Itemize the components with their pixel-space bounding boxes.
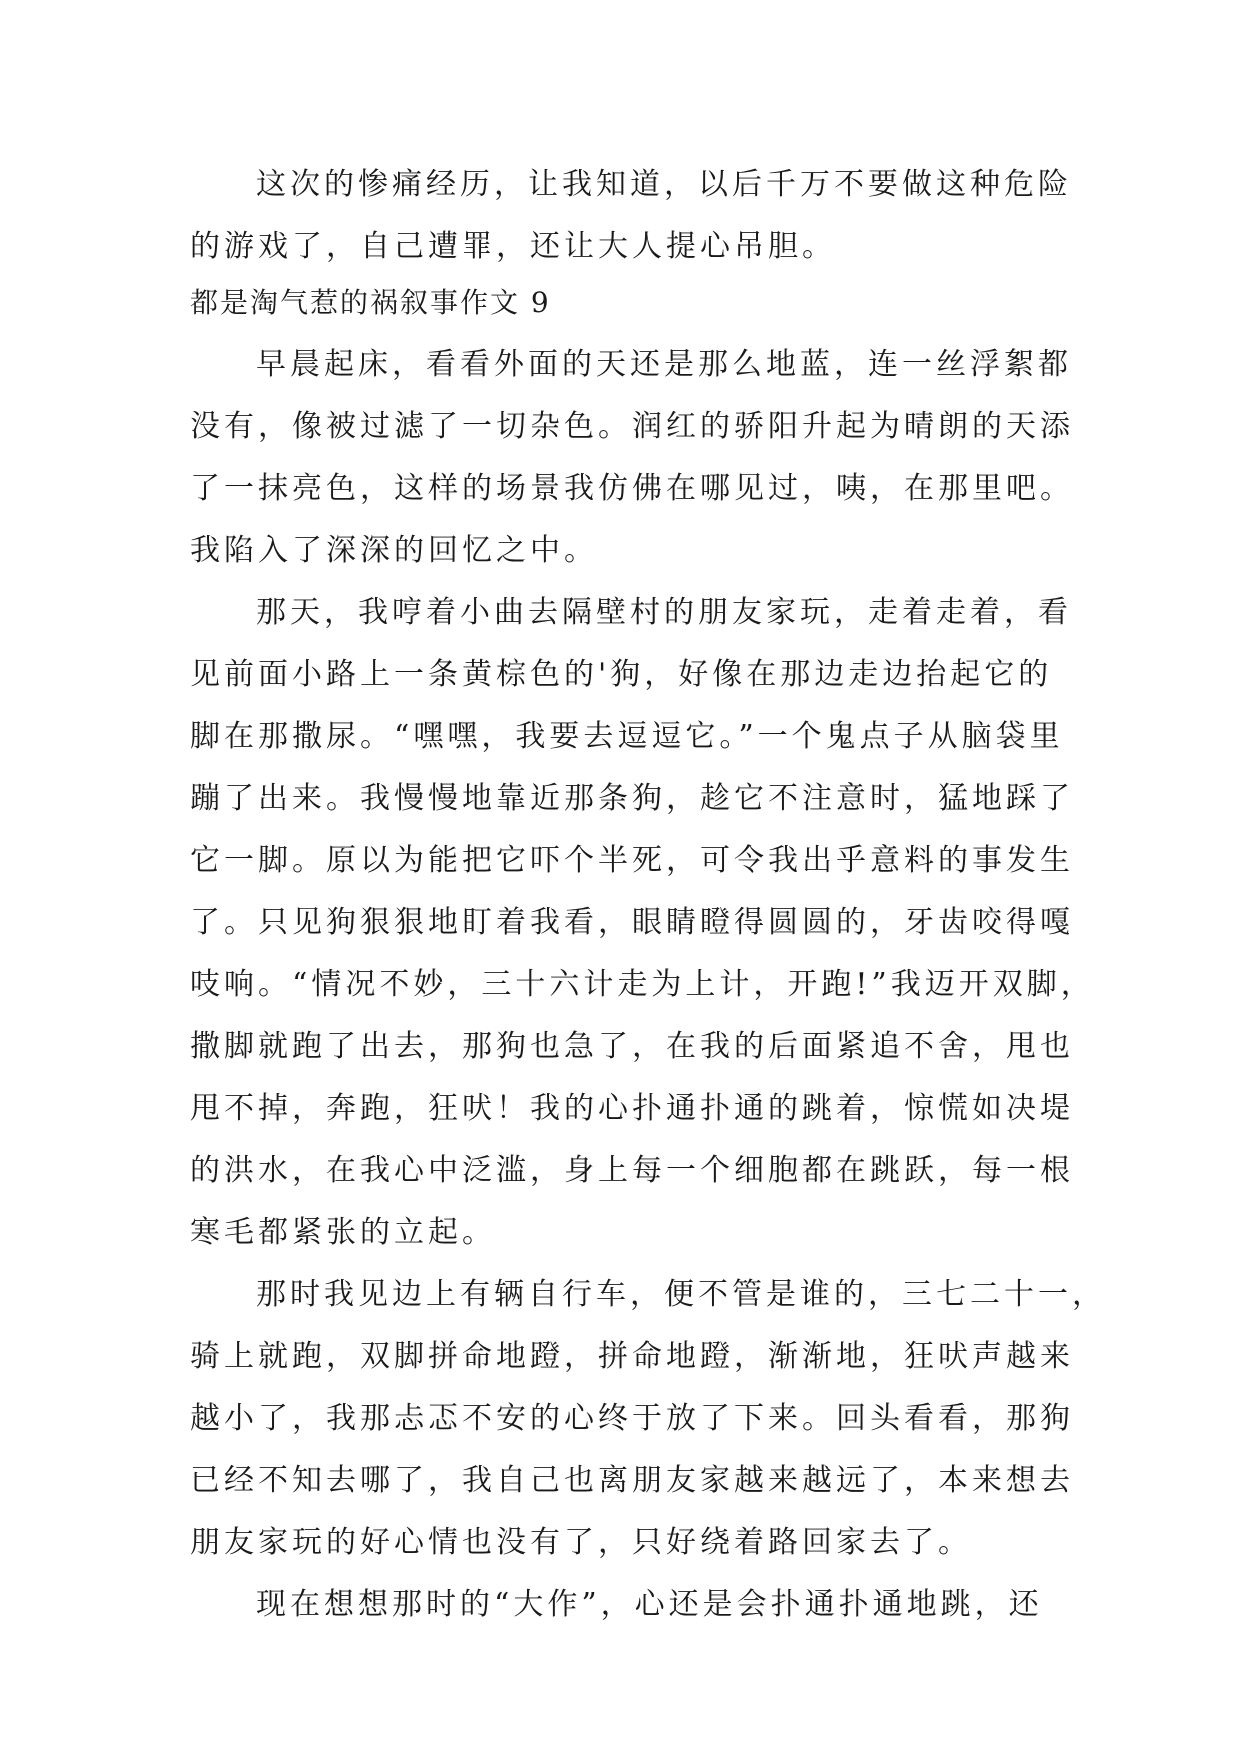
text-line: 的洪水，在我心中泛滥，身上每一个细胞都在跳跃，每一根 — [190, 1153, 1074, 1188]
text-line: 骑上就跑，双脚拼命地蹬，拼命地蹬，渐渐地，狂吠声越来 — [190, 1339, 1074, 1374]
text-line: 撒脚就跑了出去，那狗也急了，在我的后面紧追不舍，甩也 — [190, 1029, 1074, 1064]
text-line-paragraph-start: 现在想想那时的“大作”，心还是会扑通扑通地跳，还 — [256, 1587, 1043, 1622]
text-line: 吱响。“情况不妙，三十六计走为上计，开跑!”我迈开双脚， — [190, 967, 1095, 1002]
text-line: 了一抹亮色，这样的场景我仿佛在哪见过，咦，在那里吧。 — [190, 471, 1074, 506]
text-line-paragraph-start: 那时我见边上有辆自行车，便不管是谁的，三七二十一， — [256, 1277, 1106, 1312]
text-line: 甩不掉，奔跑，狂吠！我的心扑通扑通的跳着，惊慌如决堤 — [190, 1091, 1074, 1126]
text-line: 越小了，我那忐忑不安的心终于放了下来。回头看看，那狗 — [190, 1401, 1074, 1436]
text-line-paragraph-start: 那天，我哼着小曲去隔壁村的朋友家玩，走着走着，看 — [256, 595, 1072, 630]
section-heading: 都是淘气惹的祸叙事作文 9 — [190, 286, 551, 319]
text-line-paragraph-start: 这次的惨痛经历，让我知道，以后千万不要做这种危险 — [256, 167, 1072, 202]
text-line: 见前面小路上一条黄棕色的'狗，好像在那边走边抬起它的 — [190, 657, 1053, 692]
text-line: 脚在那撒尿。“嘿嘿，我要去逗逗它。”一个鬼点子从脑袋里 — [190, 719, 1064, 754]
text-line: 的游戏了，自己遭罪，还让大人提心吊胆。 — [190, 229, 836, 264]
text-line: 它一脚。原以为能把它吓个半死，可令我出乎意料的事发生 — [190, 843, 1074, 878]
text-line: 蹦了出来。我慢慢地靠近那条狗，趁它不注意时，猛地踩了 — [190, 781, 1074, 816]
text-line: 寒毛都紧张的立起。 — [190, 1215, 496, 1250]
text-line: 没有，像被过滤了一切杂色。润红的骄阳升起为晴朗的天添 — [190, 409, 1074, 444]
text-line: 朋友家玩的好心情也没有了，只好绕着路回家去了。 — [190, 1525, 972, 1560]
text-line: 已经不知去哪了，我自己也离朋友家越来越远了，本来想去 — [190, 1463, 1074, 1498]
text-line: 了。只见狗狠狠地盯着我看，眼睛瞪得圆圆的，牙齿咬得嘎 — [190, 905, 1074, 940]
text-line: 我陷入了深深的回忆之中。 — [190, 533, 598, 568]
text-line-paragraph-start: 早晨起床，看看外面的天还是那么地蓝，连一丝浮絮都 — [256, 347, 1072, 382]
